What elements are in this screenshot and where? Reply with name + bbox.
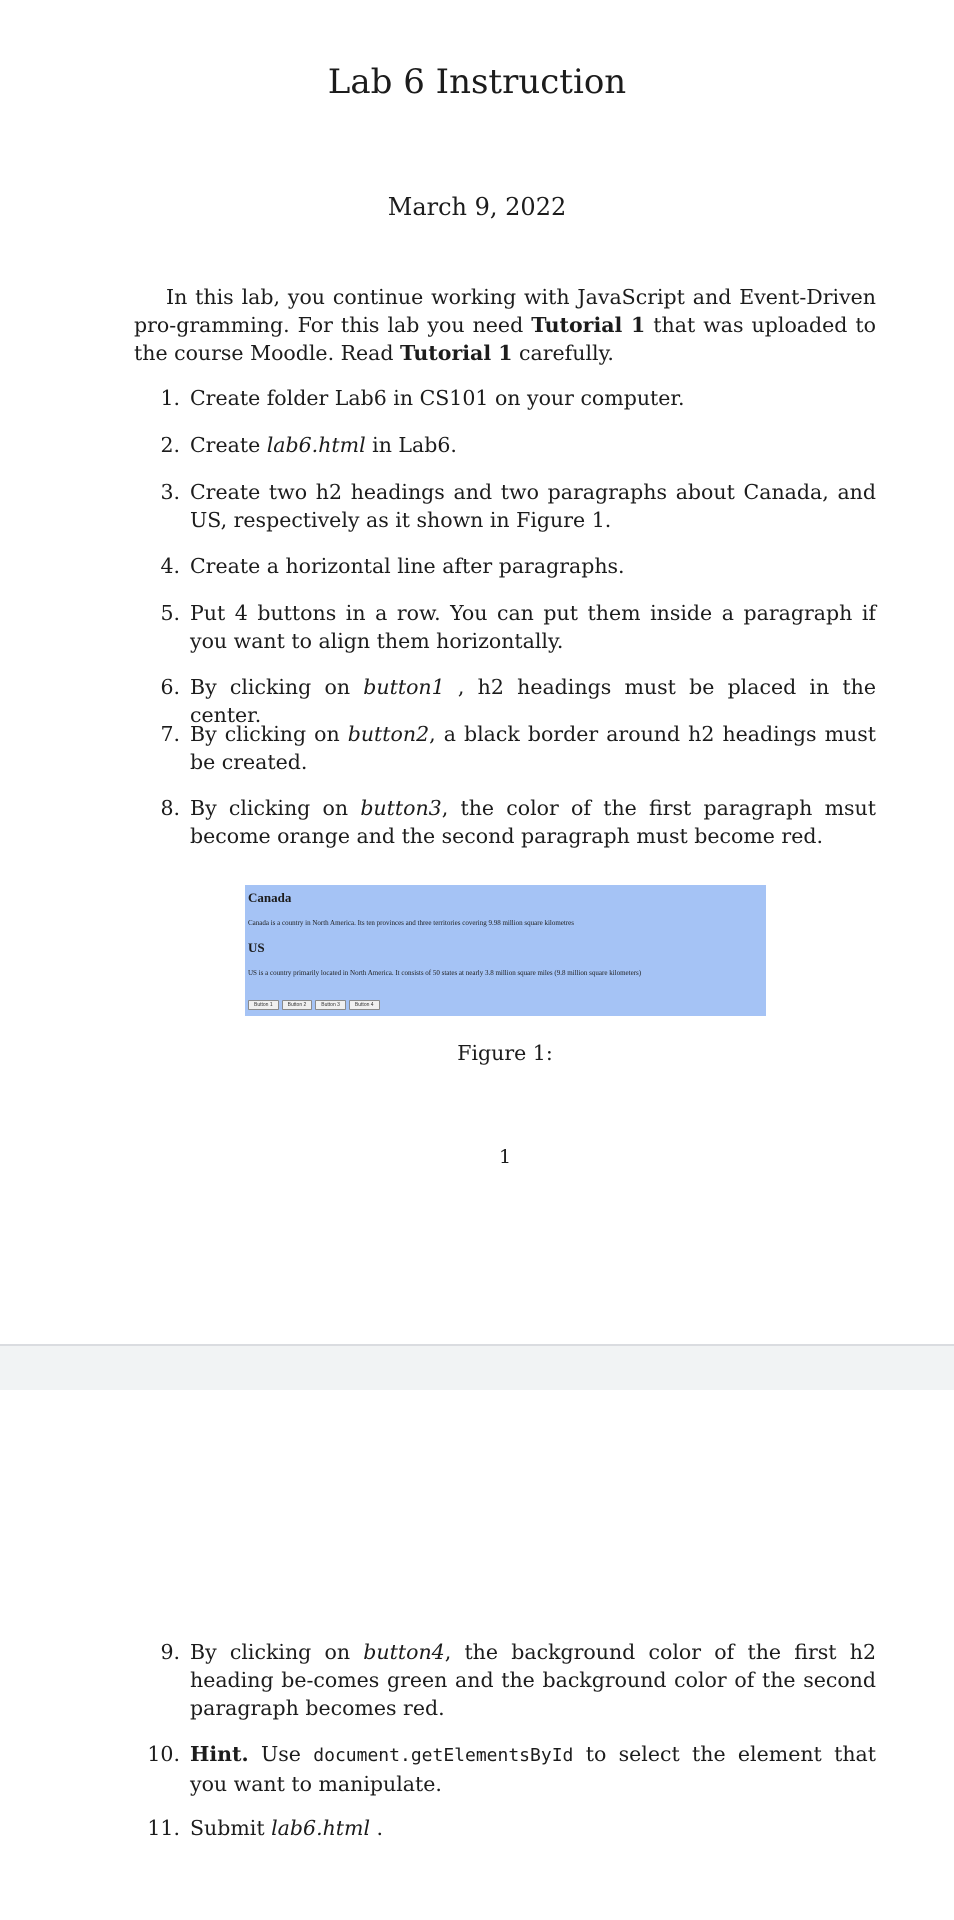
item-emphasis: button2: [347, 722, 430, 746]
intro-bold-2: Tutorial 1: [400, 341, 513, 365]
item-bold: Hint.: [190, 1742, 249, 1766]
item-text: By clicking on: [190, 1640, 364, 1664]
item-text: , the color of the first paragraph msut become orange and the second paragraph must become red.: [190, 796, 876, 848]
figure-caption: Figure 1:: [457, 1041, 553, 1065]
list-item: [160, 1638, 876, 1722]
item-number: 3.: [160, 480, 180, 504]
item-text: By clicking on: [190, 722, 348, 746]
item-number: 9.: [160, 1640, 180, 1664]
intro-text-3: carefully.: [512, 341, 614, 365]
item-text: Create two h2 headings and two paragraphs about Canada, and US, respectively as it shown in Figure 1.: [190, 480, 876, 532]
intro-paragraph: [134, 283, 876, 367]
item-text: Use: [248, 1742, 314, 1766]
item-text: in Lab6.: [365, 433, 457, 457]
page-2: [0, 1390, 954, 1920]
intro-bold-1: Tutorial 1: [531, 313, 646, 337]
figure-heading-us: US: [248, 940, 265, 955]
figure-paragraph-canada: Canada is a country in North America. Its ten provinces and three territories covering 9.98 million square kilometres: [248, 919, 574, 927]
item-text: , a black border around h2 headings must be created.: [190, 722, 876, 774]
item-number: 4.: [160, 554, 180, 578]
item-emphasis: lab6.html: [266, 433, 366, 457]
page-number: 1: [498, 1146, 512, 1168]
item-number: 8.: [160, 796, 180, 820]
item-code: document.getElementsById: [313, 1745, 574, 1766]
item-text: Create a horizontal line after paragraphs.: [190, 554, 625, 578]
item-number: 11.: [147, 1816, 180, 1840]
item-emphasis: button1: [363, 675, 445, 699]
date: March 9, 2022: [387, 193, 567, 221]
figure-heading-canada: Canada: [248, 890, 292, 905]
item-text: By clicking on: [190, 796, 361, 820]
list-item: [160, 552, 876, 580]
item-emphasis: button4: [363, 1640, 445, 1664]
list-item: [160, 599, 876, 655]
list-item: [160, 794, 876, 850]
item-text: Submit: [190, 1816, 272, 1840]
item-text: Put 4 buttons in a row. You can put them inside a paragraph if you want to align them horizontally.: [190, 601, 876, 653]
figure-button-3: Button 3: [315, 1000, 346, 1010]
item-text: to select the element that you want to manipulate.: [190, 1742, 876, 1796]
figure-button-4: Button 4: [349, 1000, 380, 1010]
page-title: Lab 6 Instruction: [327, 62, 627, 102]
item-number: 2.: [160, 433, 180, 457]
item-text: .: [370, 1816, 384, 1840]
item-emphasis: lab6.html: [271, 1816, 371, 1840]
intro-text-2: that was uploaded to the course Moodle. Read: [134, 313, 877, 365]
item-number: 7.: [160, 722, 180, 746]
figure-button-row: [248, 1000, 380, 1010]
item-text: , the background color of the first h2 heading be-comes green and the background color of the second paragraph becomes red.: [190, 1640, 876, 1720]
figure-button-1: Button 1: [248, 1000, 279, 1010]
list-item: [160, 384, 876, 412]
item-number: 1.: [160, 386, 180, 410]
item-text: Create: [190, 433, 267, 457]
list-item: [147, 1814, 876, 1842]
list-item: [160, 478, 876, 534]
item-number: 6.: [160, 675, 180, 699]
figure-image: [245, 885, 766, 1016]
intro-text-1: In this lab, you continue working with JavaScript and Event-Driven pro-gramming. For this lab you need: [134, 285, 876, 337]
figure-paragraph-us: US is a country primarily located in North America. It consists of 50 states at nearly 3.8 million square miles (9.8 million square kilometers): [248, 969, 642, 977]
item-text: , h2 headings must be placed in the center.: [190, 675, 876, 727]
list-item: [147, 1740, 876, 1798]
list-item: [160, 431, 876, 459]
list-item: [160, 720, 876, 776]
item-text: Create folder Lab6 in CS101 on your computer.: [190, 386, 685, 410]
page-separator: [0, 1344, 954, 1390]
item-emphasis: button3: [360, 796, 442, 820]
item-text: By clicking on: [190, 675, 364, 699]
figure-button-2: Button 2: [282, 1000, 313, 1010]
item-number: 5.: [160, 601, 180, 625]
item-number: 10.: [147, 1742, 180, 1766]
